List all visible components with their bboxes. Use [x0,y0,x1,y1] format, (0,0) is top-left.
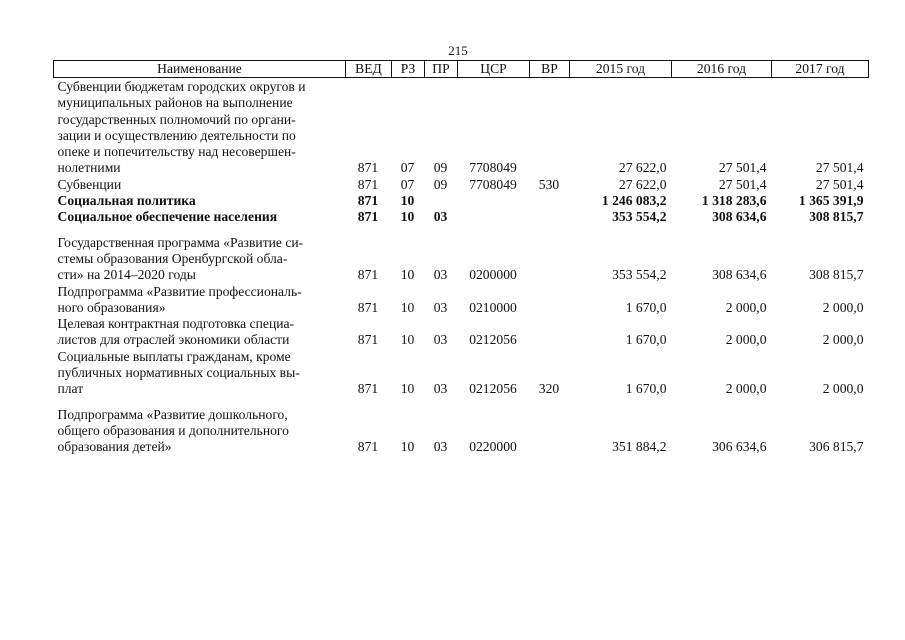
row-ved: 871 [357,160,379,176]
row-2016: 308 634,6 [712,267,767,283]
row-vr: 530 [538,176,560,192]
row-pr: 03 [433,381,448,397]
row-vr [530,209,570,225]
header-2017: 2017 год [772,61,869,78]
row-ved: 871 [357,381,379,397]
row-name: Подпрограмма «Развитие дошкольного, общего образования и дополнительного образования детей» [57,406,289,455]
header-name: Наименование [54,61,346,78]
row-vr [530,284,570,317]
row-ved: 871 [357,267,379,283]
row-csr: 7708049 [469,176,517,192]
budget-table [53,60,869,456]
row-2015: 27 622,0 [618,176,667,192]
row-rz: 07 [400,160,415,176]
row-rz: 07 [400,176,415,192]
row-2015: 1 670,0 [625,332,667,348]
row-2016: 27 501,4 [718,160,767,176]
row-2017: 2 000,0 [822,299,864,315]
row-pr: 03 [433,299,448,315]
row-vr [530,316,570,349]
header-csr: ЦСР [458,61,530,78]
row-2016: 306 634,6 [712,439,767,455]
row-name: Подпрограмма «Развитие профессиональ- ного образования» [57,283,302,315]
header-vr: ВР [530,61,570,78]
table-row [54,226,869,284]
header-pr: ПР [425,61,458,78]
row-vr [530,226,570,284]
row-vr [530,398,570,456]
row-2015: 1 246 083,2 [601,193,667,209]
row-name: Государственная программа «Развитие си- стемы образования Оренбургской обла- сти» на 2014–2020 годы [57,234,304,283]
row-2016: 27 501,4 [718,176,767,192]
row-2017: 308 815,7 [809,209,864,225]
row-2015: 1 670,0 [625,381,667,397]
row-pr: 03 [433,267,448,283]
row-csr: 0210000 [469,299,517,315]
row-2015: 353 554,2 [612,267,667,283]
row-csr: 0200000 [469,267,517,283]
table-row [54,349,869,398]
row-ved: 871 [357,193,379,209]
row-rz: 10 [400,439,415,455]
row-2017: 27 501,4 [815,176,864,192]
row-2015: 351 884,2 [612,439,667,455]
row-2017: 308 815,7 [809,267,864,283]
table-row [54,209,869,225]
row-ved: 871 [357,332,379,348]
row-ved: 871 [357,209,379,225]
header-row [54,61,869,78]
row-2017: 27 501,4 [815,160,864,176]
table-row [54,316,869,349]
row-2016: 1 318 283,6 [701,193,767,209]
row-2017: 2 000,0 [822,332,864,348]
row-name: Социальное обеспечение населения [57,209,278,225]
table-row [54,398,869,456]
row-ved: 871 [357,176,379,192]
header-2016: 2016 год [672,61,772,78]
header-rz: РЗ [392,61,425,78]
table-row [54,177,869,193]
row-csr: 0212056 [469,332,517,348]
table-row [54,193,869,209]
table-row [54,284,869,317]
row-2015: 27 622,0 [618,160,667,176]
row-csr [458,209,530,225]
row-2016: 308 634,6 [712,209,767,225]
row-name: Субвенции бюджетам городских округов и муниципальных районов на выполнение государственных полномочий по органи- зации и осуществлению деятельности по опеке и попечительству над несовершен- нолетними [57,79,306,176]
row-pr: 03 [433,332,448,348]
row-2017: 306 815,7 [809,439,864,455]
row-rz: 10 [400,193,415,209]
row-csr: 0212056 [469,381,517,397]
header-ved: ВЕД [346,61,392,78]
table-row [54,78,869,177]
row-2017: 1 365 391,9 [798,193,864,209]
row-rz: 10 [400,381,415,397]
row-2017: 2 000,0 [822,381,864,397]
row-name: Субвенции [57,176,122,192]
row-2015: 353 554,2 [612,209,667,225]
row-pr [425,193,458,209]
row-rz: 10 [400,299,415,315]
row-name: Социальные выплаты гражданам, кроме публичных нормативных социальных вы- плат [57,348,300,397]
row-2016: 2 000,0 [725,381,767,397]
row-pr: 03 [433,439,448,455]
row-vr [530,193,570,209]
row-name: Целевая контрактная подготовка специа- листов для отраслей экономики области [57,316,295,348]
row-pr: 09 [433,176,448,192]
page-number: 215 [448,43,468,58]
row-pr: 03 [433,209,448,225]
row-rz: 10 [400,332,415,348]
row-vr [530,78,570,177]
row-2016: 2 000,0 [725,299,767,315]
row-ved: 871 [357,299,379,315]
row-2015: 1 670,0 [625,299,667,315]
row-csr: 0220000 [469,439,517,455]
row-csr [458,193,530,209]
row-2016: 2 000,0 [725,332,767,348]
row-rz: 10 [400,209,415,225]
row-name: Социальная политика [57,193,196,209]
row-rz: 10 [400,267,415,283]
row-ved: 871 [357,439,379,455]
row-csr: 7708049 [469,160,517,176]
row-pr: 09 [433,160,448,176]
header-2015: 2015 год [570,61,672,78]
row-vr: 320 [538,381,560,397]
